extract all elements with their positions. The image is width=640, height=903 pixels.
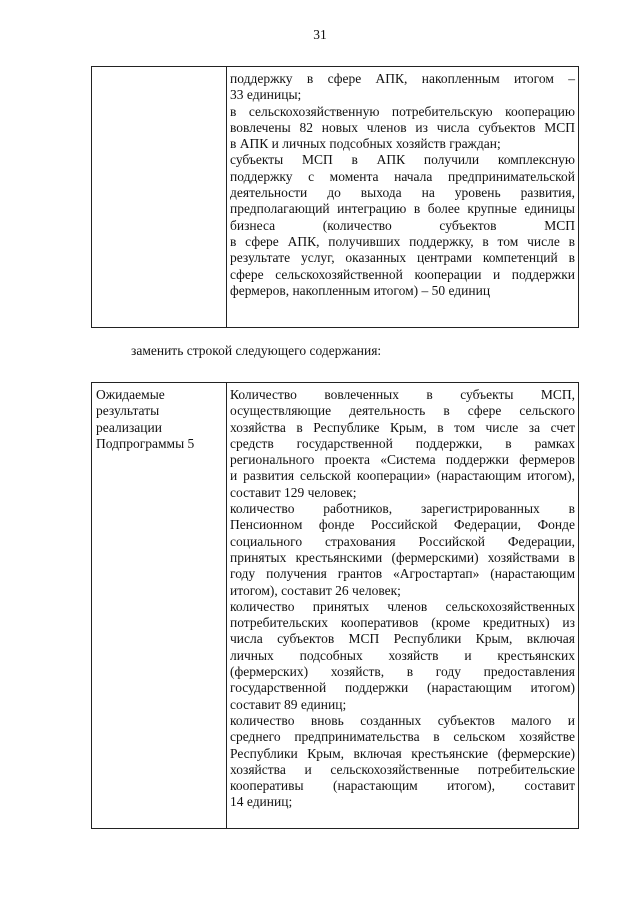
left-text-line: реализации bbox=[96, 419, 162, 435]
table-cell-left bbox=[92, 383, 227, 829]
right-cell-text bbox=[227, 67, 578, 299]
text-line: субъекты МСП в АПК получили комплексную bbox=[230, 152, 575, 168]
text-line: хозяйства и сельскохозяйственные потребительские bbox=[230, 761, 575, 777]
table-cell-right bbox=[227, 67, 579, 328]
left-cell-text bbox=[92, 383, 226, 452]
text-line: осуществляющие деятельность в сфере сельского bbox=[230, 403, 575, 419]
text-line: количество работников, зарегистрированных в bbox=[230, 501, 575, 517]
text-line: Количество вовлеченных в субъекты МСП, bbox=[230, 387, 575, 402]
table-cell-left bbox=[92, 67, 227, 328]
right-cell-text bbox=[227, 383, 578, 811]
text-line: в сфере АПК, получивших поддержку, в том числе в bbox=[230, 233, 575, 249]
text-line: результате услуг, оказанных центрами компетенций в bbox=[230, 250, 575, 266]
table-cell-right bbox=[227, 383, 579, 829]
text-line: количество вновь созданных субъектов малого и bbox=[230, 712, 575, 728]
table-continuation bbox=[91, 66, 579, 328]
text-line: регионального проекта «Система поддержки фермеров bbox=[230, 452, 575, 468]
text-line: 33 единицы; bbox=[230, 87, 302, 103]
left-text-line: Ожидаемые bbox=[96, 387, 165, 402]
intro-text: заменить строкой следующего содержания: bbox=[131, 343, 382, 358]
text-line: году получения грантов «Агростартап» (нарастающим bbox=[230, 566, 575, 582]
text-line: 14 единиц; bbox=[230, 794, 293, 810]
text-line: сфере сельскохозяйственной кооперации и поддержки bbox=[230, 266, 575, 282]
text-line: количество принятых членов сельскохозяйственных bbox=[230, 598, 575, 614]
text-line: социального страхования Российской Федерации, bbox=[230, 533, 575, 549]
text-line: вовлечены 82 новых членов из числа субъектов МСП bbox=[230, 119, 575, 135]
text-line: поддержку в сфере АПК, накопленным итогом – bbox=[230, 71, 575, 86]
text-line: деятельности до выхода на уровень развития, bbox=[230, 185, 575, 201]
left-text-line: результаты bbox=[96, 403, 160, 419]
text-line: числа субъектов МСП Республики Крым, включая bbox=[230, 631, 575, 647]
text-line: составит 89 единиц; bbox=[230, 696, 347, 712]
left-text-line: Подпрограммы 5 bbox=[96, 435, 195, 451]
text-line: и развития сельской кооперации» (нарастающим итогом), bbox=[230, 468, 575, 484]
table-row bbox=[92, 67, 579, 328]
left-cell-text bbox=[92, 67, 226, 71]
text-line: принятых крестьянскими (фермерскими) хозяйствами в bbox=[230, 549, 575, 565]
text-line: предполагающий интеграцию в более крупные единицы bbox=[230, 201, 575, 217]
text-line: фермеров, накопленным итогом) – 50 единиц bbox=[230, 282, 491, 298]
text-line: (фермерских) хозяйств, в году предоставления bbox=[230, 664, 575, 680]
text-line: средств государственной поддержки, в рамках bbox=[230, 435, 575, 451]
text-line: среднего предпринимательства в сельском хозяйстве bbox=[230, 729, 575, 745]
text-line: в сельскохозяйственную потребительскую кооперацию bbox=[230, 103, 575, 119]
table-replacement bbox=[91, 382, 579, 829]
text-line: в АПК и личных подсобных хозяйств граждан; bbox=[230, 136, 501, 152]
text-line: потребительских кооперативов (кроме кредитных) из bbox=[230, 615, 575, 631]
text-line: составит 129 человек; bbox=[230, 484, 357, 500]
text-line: хозяйства в Республике Крым, в том числе за счет bbox=[230, 419, 575, 435]
text-line: Республики Крым, включая крестьянские (фермерские) bbox=[230, 745, 575, 761]
text-line: поддержку с момента начала предпринимательской bbox=[230, 168, 575, 184]
page-number: 31 bbox=[313, 27, 327, 42]
text-line: итогом), составит 26 человек; bbox=[230, 582, 401, 598]
text-line: Пенсионном фонде Российской Федерации, Фонде bbox=[230, 517, 575, 533]
text-line: государственной поддержки (нарастающим итогом) bbox=[230, 680, 575, 696]
text-line: кооперативы (нарастающим итогом), составит bbox=[230, 778, 575, 794]
text-line: бизнеса (количество субъектов МСП bbox=[230, 217, 575, 233]
table-row bbox=[92, 383, 579, 829]
text-line: личных подсобных хозяйств и крестьянских bbox=[230, 647, 575, 663]
